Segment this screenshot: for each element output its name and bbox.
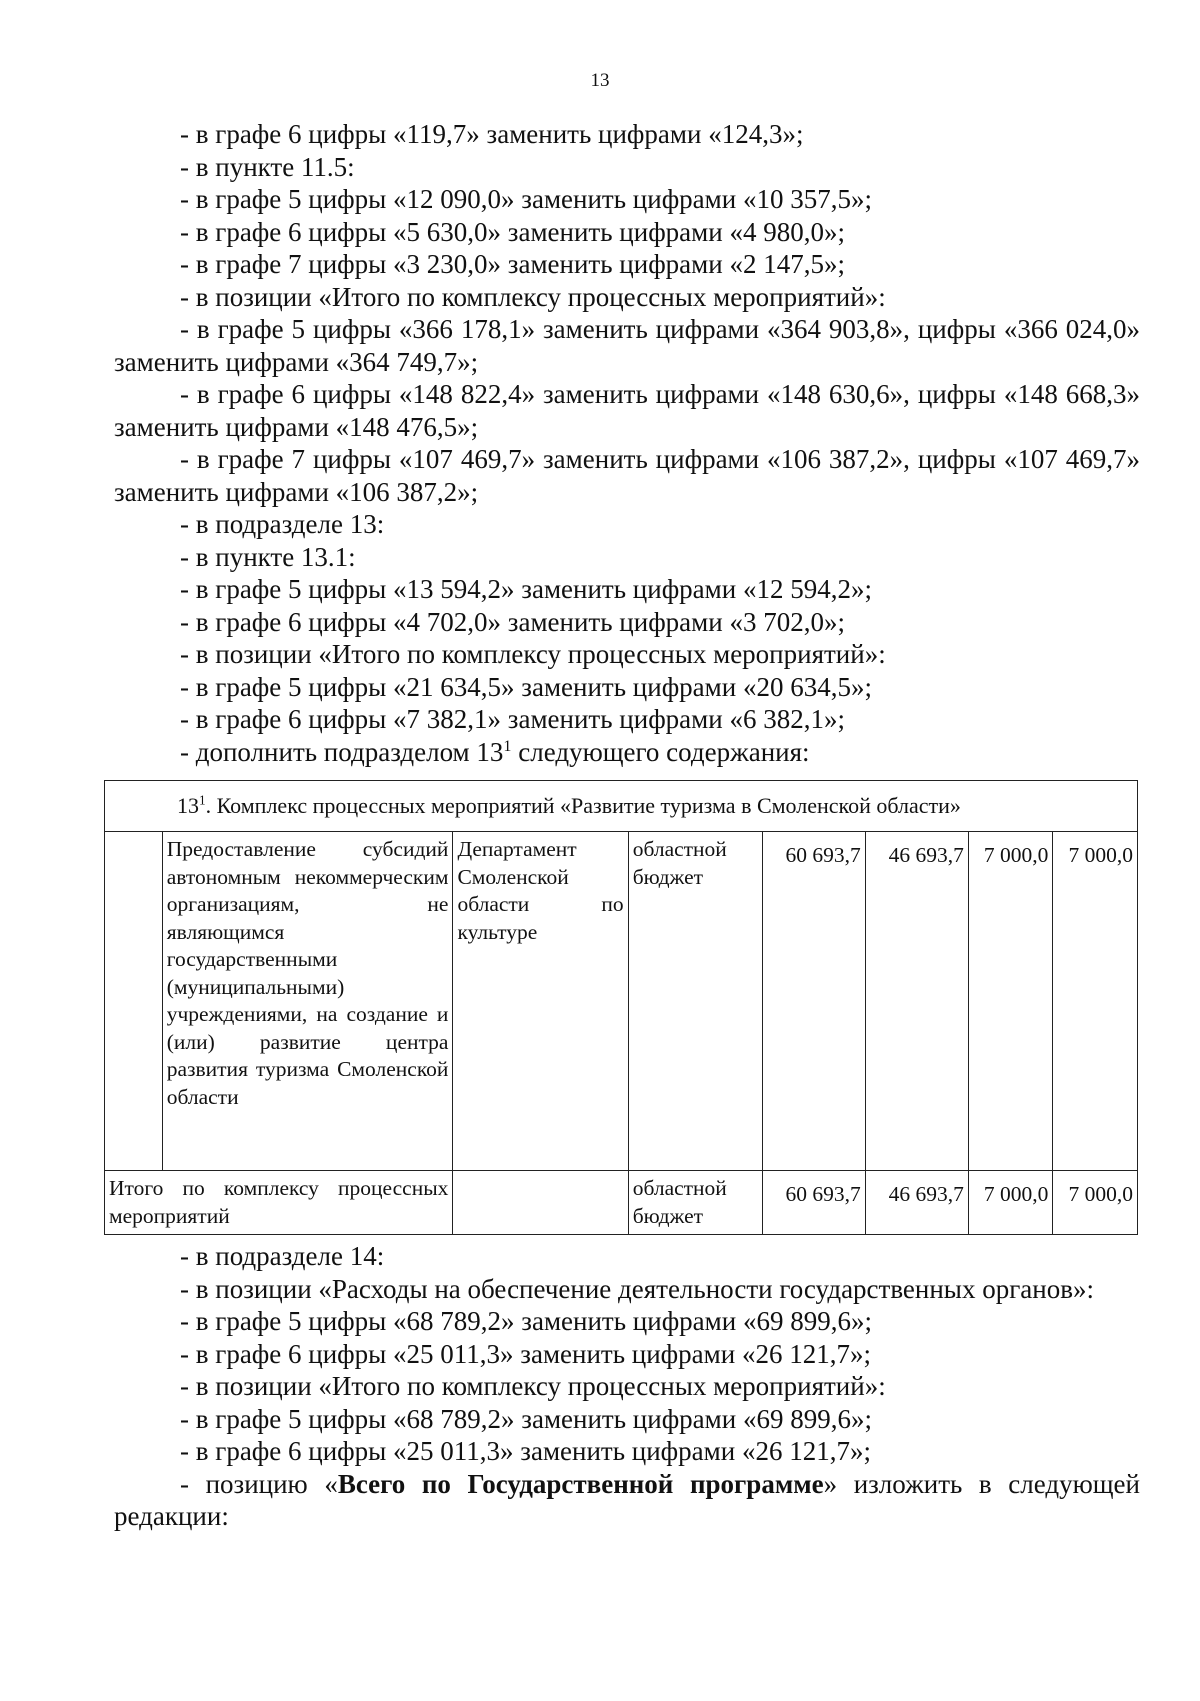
total-amount-cell: 60 693,7 <box>762 832 865 1171</box>
amendment-line: - в подразделе 14: <box>180 1241 385 1271</box>
table-section-heading: $13^1$. Комплекс процессных мероприятий «Развитие туризма в Смоленской области» <box>105 781 1138 832</box>
amendment-line: - в пункте 13.1: <box>180 541 356 572</box>
amendment-line: - в графе 5 цифры «21 634,5» заменить цифрами «20 634,5»; <box>180 671 872 702</box>
funding-source-cell: областной бюджет <box>628 832 762 1171</box>
amendment-line: - в графе 5 цифры «68 789,2» заменить цифрами «69 899,6»; <box>180 1306 872 1336</box>
year3-amount-cell: 7 000,0 <box>1053 832 1138 1171</box>
amendment-line: - в пункте 11.5: <box>180 151 355 182</box>
total-amount-cell: 60 693,7 <box>762 1171 865 1235</box>
amendment-line: - в графе 7 цифры «3 230,0» заменить цифрами «2 147,5»; <box>180 249 845 279</box>
executor-cell <box>453 1171 628 1235</box>
year2-amount-cell: 7 000,0 <box>968 832 1053 1171</box>
executor-cell: Департамент Смоленской области по культуре <box>453 832 628 1171</box>
amendment-line: - в позиции «Итого по комплексу процессных мероприятий»: <box>180 639 886 669</box>
amendment-paragraph: - в позиции «Расходы на обеспечение деятельности государственных органов»: <box>180 1273 1094 1304</box>
table-total-row <box>105 1171 1138 1235</box>
amendment-line: - в графе 5 цифры «68 789,2» заменить цифрами «69 899,6»; <box>180 1403 872 1434</box>
year3-amount-cell: 7 000,0 <box>1053 1171 1138 1235</box>
row-index-cell <box>105 832 163 1171</box>
amendment-paragraph: - в графе 7 цифры «107 469,7» заменить цифрами «106 387,2», цифры «107 469,7» заменить цифрами «106 387,2»; <box>114 444 1140 507</box>
amendment-line: - в графе 6 цифры «25 011,3» заменить цифрами «26 121,7»; <box>180 1338 871 1369</box>
amendment-line: - в подразделе 13: <box>180 509 385 539</box>
measure-cell: Предоставление субсидий автономным некоммерческим организациям, не являющимся государственными (муниципальными) учреждениями, на создание и (или) развитие центра развития туризма Смоленской области <box>162 832 453 1171</box>
total-label-cell: Итого по комплексу процессных мероприятий <box>105 1171 453 1235</box>
table-row <box>105 832 1138 1171</box>
amendment-paragraph: - в графе 6 цифры «148 822,4» заменить цифрами «148 630,6», цифры «148 668,3» заменить цифрами «148 476,5»; <box>114 379 1140 442</box>
amendment-paragraph: - в графе 5 цифры «366 178,1» заменить цифрами «364 903,8», цифры «366 024,0» заменить цифрами «364 749,7»; <box>114 314 1140 377</box>
amendment-line: - в позиции «Итого по комплексу процессных мероприятий»: <box>180 281 886 312</box>
amendment-paragraph: - позицию «Всего по Государственной программе» изложить в следующей редакции: <box>114 1468 1140 1531</box>
amendment-line: - в графе 5 цифры «12 090,0» заменить цифрами «10 357,5»; <box>180 184 872 214</box>
amendment-line: - в графе 6 цифры «119,7» заменить цифрами «124,3»; <box>180 119 804 149</box>
amendment-line: - в графе 5 цифры «13 594,2» заменить цифрами «12 594,2»; <box>180 574 872 604</box>
amendment-line: - в графе 6 цифры «7 382,1» заменить цифрами «6 382,1»; <box>180 704 845 734</box>
amendment-line: - в позиции «Итого по комплексу процессных мероприятий»: <box>180 1371 886 1401</box>
supplement-line: - дополнить подразделом $13^1$ следующего содержания: <box>180 736 810 767</box>
amendment-line: - в графе 6 цифры «4 702,0» заменить цифрами «3 702,0»; <box>180 606 845 637</box>
year1-amount-cell: 46 693,7 <box>865 832 968 1171</box>
amendments-bottom <box>114 1240 1140 1533</box>
funding-source-cell: областной бюджет <box>628 1171 762 1235</box>
amendment-line: - в графе 6 цифры «25 011,3» заменить цифрами «26 121,7»; <box>180 1436 871 1466</box>
amendment-line: - в графе 6 цифры «5 630,0» заменить цифрами «4 980,0»; <box>180 216 845 247</box>
year2-amount-cell: 7 000,0 <box>968 1171 1053 1235</box>
page-number: 13 <box>590 70 610 91</box>
year1-amount-cell: 46 693,7 <box>865 1171 968 1235</box>
tourism-complex-table <box>104 780 1138 1235</box>
amendments-top <box>114 118 1140 768</box>
